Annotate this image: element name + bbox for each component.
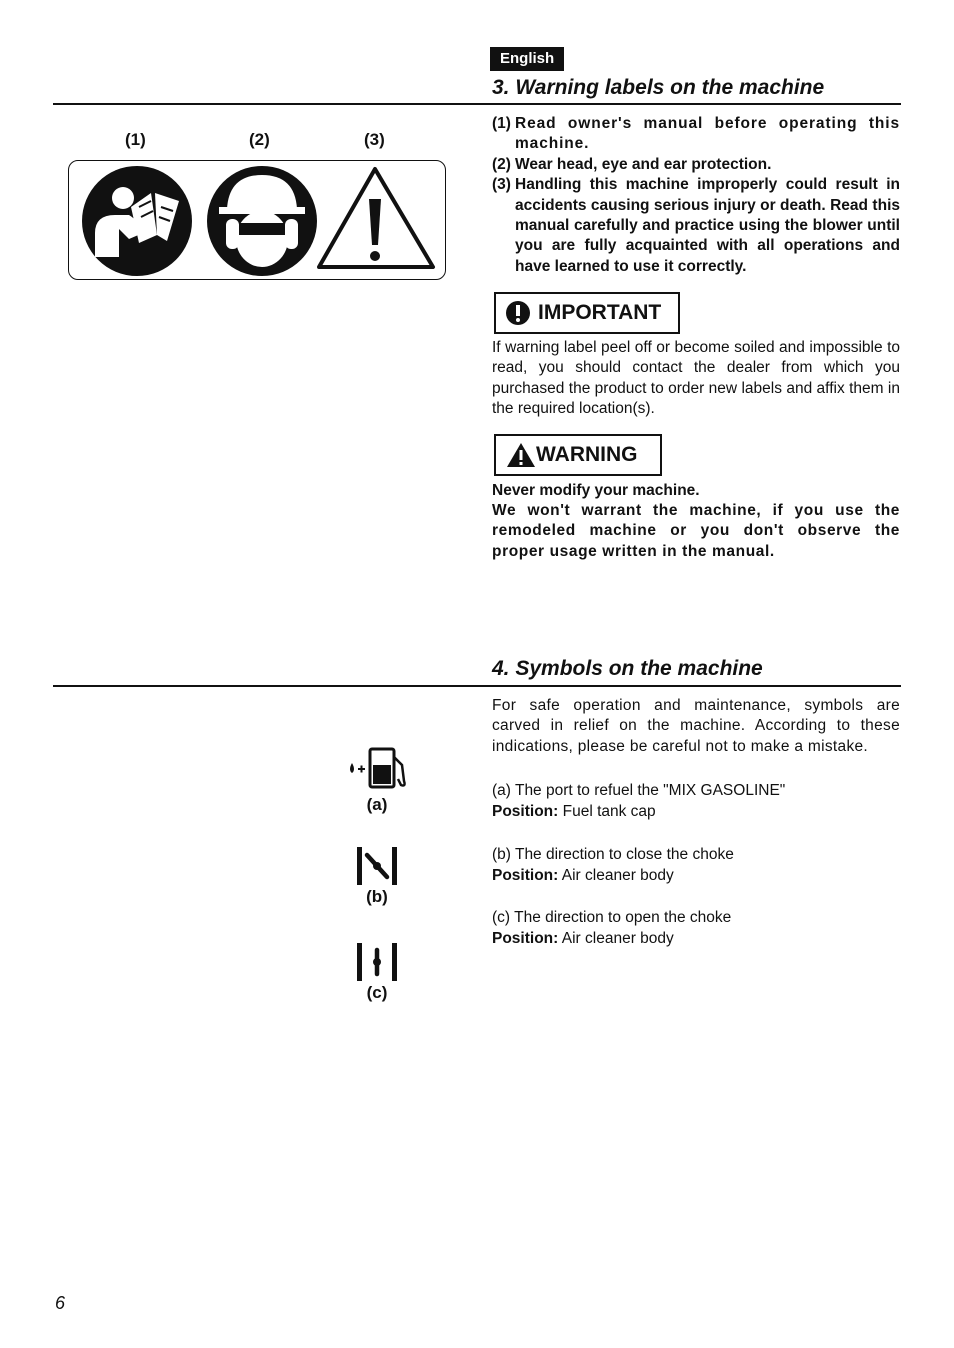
symbol-a-desc: (a) The port to refuel the "MIX GASOLINE" — [492, 782, 786, 799]
warning-labels-list — [492, 114, 900, 277]
choke-open-icon — [355, 942, 399, 982]
choke-closed-icon — [355, 846, 399, 886]
head-ear-protection-icon — [207, 166, 317, 276]
symbols-intro: For safe operation and maintenance, symbols are carved in relief on the machine. According to these indications, please be careful not to make a mistake. — [492, 697, 900, 755]
symbol-c-position: Position: Air cleaner body — [492, 930, 674, 947]
warning-exclamation-icon — [319, 169, 433, 267]
label-number-3: (3) — [364, 130, 385, 149]
page-number: 6 — [55, 1293, 66, 1313]
manual-reader-icon — [82, 166, 192, 276]
language-tab: English — [490, 47, 564, 71]
warning-line-2: We won't warrant the machine, if you use the remodeled machine or you don't observe the proper usage written in the manual. — [492, 502, 900, 560]
section-3-title: 3. Warning labels on the machine — [492, 76, 825, 99]
symbol-a-position: Position: Fuel tank cap — [492, 803, 656, 820]
list-item: (1) Read owner's manual before operating this machine. — [492, 115, 900, 153]
warning-label-panel — [68, 160, 446, 280]
exclamation-circle-icon — [504, 298, 534, 328]
section-4-rule — [53, 685, 901, 687]
label-number-1: (1) — [125, 130, 146, 149]
important-label: IMPORTANT — [538, 301, 662, 324]
symbol-b-desc: (b) The direction to close the choke — [492, 846, 734, 863]
fuel-pump-icon — [344, 745, 410, 791]
warning-label: WARNING — [536, 443, 638, 466]
symbol-a-label: (a) — [366, 795, 388, 814]
symbol-c-label: (c) — [366, 983, 388, 1002]
warning-badge — [494, 434, 662, 476]
symbol-c-desc: (c) The direction to open the choke — [492, 909, 732, 926]
list-item: (3) Handling this machine improperly could result in accidents causing serious injury or death. Read this manual carefully and practice using the blower until you are fully acquainted with all operations and have learned to use it correctly. — [492, 176, 900, 275]
symbol-b-position: Position: Air cleaner body — [492, 867, 674, 884]
important-text: If warning label peel off or become soiled and impossible to read, you should contact the dealer from which you purchased the product to order new labels and affix them in the required location(s). — [492, 339, 900, 418]
label-number-2: (2) — [249, 130, 270, 149]
section-4-title: 4. Symbols on the machine — [492, 657, 763, 680]
important-badge — [494, 292, 680, 334]
symbol-b-label: (b) — [366, 887, 388, 906]
list-item: (2) Wear head, eye and ear protection. — [492, 155, 772, 173]
section-3-rule — [53, 103, 901, 105]
warning-line-1: Never modify your machine. — [492, 482, 700, 499]
warning-triangle-icon — [506, 440, 540, 470]
